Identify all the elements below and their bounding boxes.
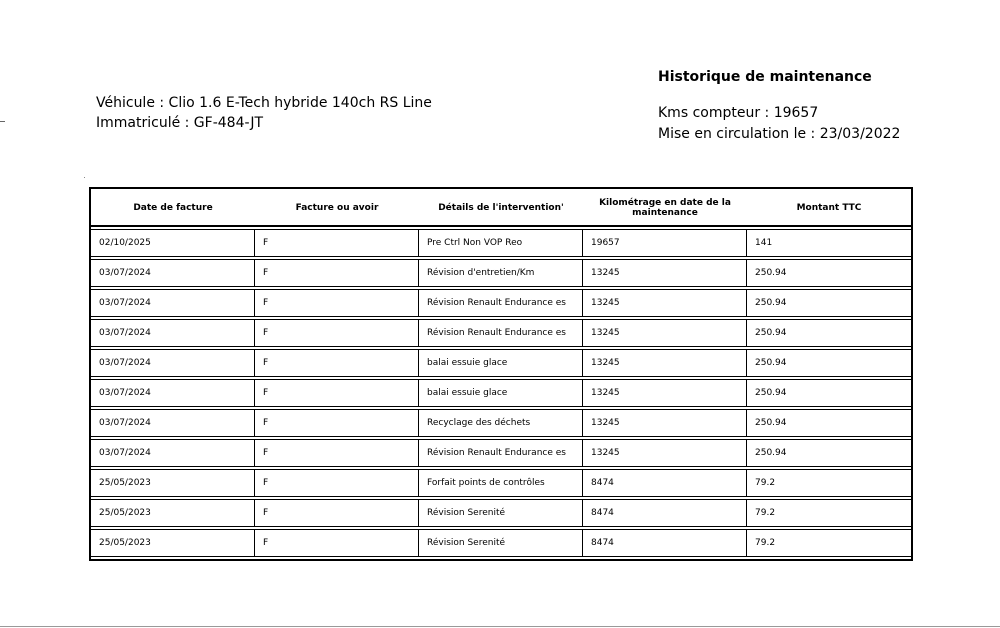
cell-invoice-date: 03/07/2024 [91,439,255,467]
cell-invoice-date: 03/07/2024 [91,349,255,377]
cell-intervention-details: Révision d'entretien/Km [419,259,583,287]
cell-amount: 250.94 [747,409,911,437]
cell-amount: 141 [747,229,911,257]
scan-dot [84,177,85,178]
table-row [91,319,911,347]
registration-date: Mise en circulation le : 23/03/2022 [658,126,901,142]
cell-amount: 250.94 [747,259,911,287]
vehicle-info [96,93,432,133]
cell-intervention-details: Recyclage des déchets [419,409,583,437]
header-mileage: Kilométrage en date de la maintenance [583,191,747,227]
cell-invoice-date: 25/05/2023 [91,469,255,497]
cell-invoice-date: 25/05/2023 [91,499,255,527]
cell-amount: 250.94 [747,379,911,407]
cell-mileage: 8474 [583,469,747,497]
cell-invoice-date: 03/07/2024 [91,379,255,407]
header-invoice-type: Facture ou avoir [255,191,419,227]
cell-amount: 250.94 [747,349,911,377]
header-intervention-details: Détails de l'intervention' [419,191,583,227]
table-row [91,409,911,437]
cell-intervention-details: Pre Ctrl Non VOP Reo [419,229,583,257]
cell-mileage: 13245 [583,379,747,407]
table-row [91,259,911,287]
table-row [91,499,911,527]
cell-amount: 79.2 [747,499,911,527]
cell-amount: 250.94 [747,289,911,317]
maintenance-table [89,187,913,561]
cell-invoice-type: F [255,379,419,407]
cell-mileage: 13245 [583,349,747,377]
table-row [91,289,911,317]
page-bottom-edge [0,626,1000,627]
cell-invoice-date: 03/07/2024 [91,319,255,347]
table-row [91,229,911,257]
cell-invoice-date: 02/10/2025 [91,229,255,257]
cell-mileage: 13245 [583,289,747,317]
cell-amount: 250.94 [747,319,911,347]
cell-invoice-date: 03/07/2024 [91,409,255,437]
vehicle-model: Véhicule : Clio 1.6 E-Tech hybride 140ch RS Line [96,95,432,111]
table-body [91,229,911,557]
table-row [91,439,911,467]
cell-invoice-type: F [255,319,419,347]
cell-invoice-date: 03/07/2024 [91,289,255,317]
cell-amount: 250.94 [747,439,911,467]
history-title: Historique de maintenance [658,69,872,85]
cell-intervention-details: balai essuie glace [419,349,583,377]
cell-mileage: 8474 [583,499,747,527]
cell-intervention-details: Révision Renault Endurance es [419,319,583,347]
cell-amount: 79.2 [747,529,911,557]
cell-mileage: 13245 [583,409,747,437]
cell-invoice-type: F [255,229,419,257]
cell-intervention-details: balai essuie glace [419,379,583,407]
cell-intervention-details: Forfait points de contrôles [419,469,583,497]
table-row [91,349,911,377]
cell-invoice-type: F [255,469,419,497]
header-invoice-date: Date de facture [91,191,255,227]
cell-mileage: 13245 [583,259,747,287]
cell-mileage: 13245 [583,439,747,467]
cell-invoice-type: F [255,529,419,557]
cell-intervention-details: Révision Renault Endurance es [419,289,583,317]
cell-invoice-date: 25/05/2023 [91,529,255,557]
cell-invoice-type: F [255,439,419,467]
cell-invoice-type: F [255,349,419,377]
cell-amount: 79.2 [747,469,911,497]
cell-mileage: 19657 [583,229,747,257]
vehicle-registration: Immatriculé : GF-484-JT [96,115,263,131]
table-header-row [91,191,911,227]
cell-invoice-type: F [255,289,419,317]
table-row [91,469,911,497]
cell-invoice-type: F [255,409,419,437]
margin-mark [0,121,5,122]
table-row [91,529,911,557]
cell-intervention-details: Révision Serenité [419,499,583,527]
cell-invoice-type: F [255,259,419,287]
table-row [91,379,911,407]
cell-intervention-details: Révision Serenité [419,529,583,557]
header-amount: Montant TTC [747,191,911,227]
cell-intervention-details: Révision Renault Endurance es [419,439,583,467]
cell-mileage: 8474 [583,529,747,557]
cell-invoice-date: 03/07/2024 [91,259,255,287]
history-block [658,67,900,145]
cell-mileage: 13245 [583,319,747,347]
odometer-reading: Kms compteur : 19657 [658,105,819,121]
cell-invoice-type: F [255,499,419,527]
